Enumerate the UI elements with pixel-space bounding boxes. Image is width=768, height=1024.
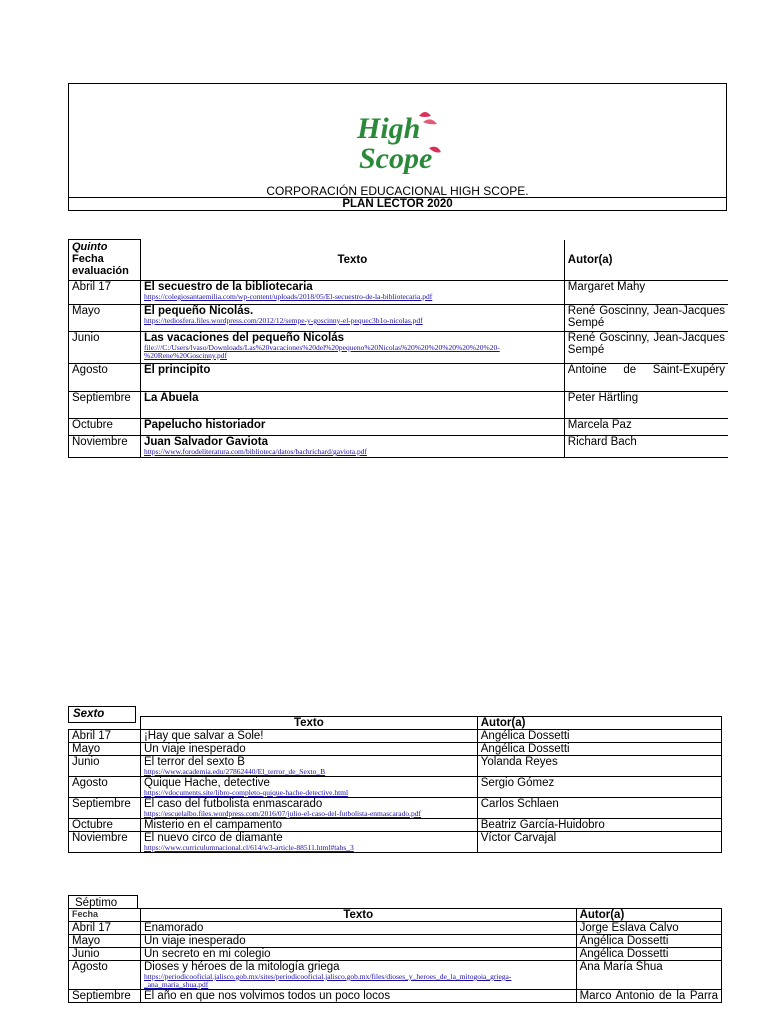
book-link[interactable]: https://periodicooficial.jalisco.gob.mx/sites/periodicooficial.jalisco.gob.mx/files/dioses_y_heroes_de_la_mitogoia_griega-_ana_maria_shua.pdf <box>143 973 512 989</box>
month-cell: Junio <box>69 948 141 961</box>
book-link[interactable]: https://www.curriculumnacional.cl/614/w3-article-88511.html#tabs_3 <box>143 844 354 852</box>
septimo-table <box>68 908 722 1003</box>
month-cell: Junio <box>69 332 141 364</box>
month-cell: Septiembre <box>69 990 141 1003</box>
org-name: CORPORACIÓN EDUCACIONAL HIGH SCOPE. <box>266 184 529 198</box>
date-column-header: Quinto Fecha evaluación <box>69 240 141 281</box>
table-row <box>69 777 722 798</box>
book-title: El secuestro de la bibliotecaria <box>143 281 313 293</box>
month-cell: Octubre <box>69 419 141 436</box>
book-title: ¡Hay que salvar a Sole! <box>143 730 264 742</box>
book-title: La Abuela <box>143 392 199 404</box>
text-cell <box>140 777 477 798</box>
text-cell <box>140 798 477 819</box>
table-row <box>69 961 722 990</box>
month-cell: Abril 17 <box>69 730 141 743</box>
author-column-header: Autor(a) <box>564 240 728 281</box>
text-cell <box>140 364 564 392</box>
book-title: Un viaje inesperado <box>143 743 246 755</box>
month-cell: Noviembre <box>69 832 141 853</box>
author-cell: Peter Härtling <box>564 392 728 419</box>
quinto-table <box>68 239 728 458</box>
table-row <box>69 832 722 853</box>
plan-title: PLAN LECTOR 2020 <box>68 197 727 212</box>
table-row <box>69 756 722 777</box>
month-cell: Abril 17 <box>69 922 141 935</box>
book-link[interactable]: https://vdocuments.site/libro-completo-quique-hache-detective.html <box>143 789 349 797</box>
month-cell: Abril 17 <box>69 281 141 305</box>
table-row <box>69 392 729 419</box>
book-link[interactable]: https://colegiosantaemilia.com/wp-content/uploads/2018/05/El-secuestro-de-la-bibliotecaria.pdf <box>143 293 433 301</box>
book-link[interactable]: file:///C:/Users/lvaso/Downloads/Las%20vacaciones%20del%20pequeno%20Nicolas%20%20%20%20%20%20%20-%20Rene%20Goscinny.pdf <box>143 344 500 360</box>
sexto-table <box>68 716 722 853</box>
book-title: Misterio en el campamento <box>143 819 283 831</box>
table-row <box>69 948 722 961</box>
book-title: Dioses y héroes de la mitología griega <box>143 961 340 973</box>
book-title: Quique Hache, detective <box>143 777 270 789</box>
text-cell <box>140 305 564 332</box>
text-cell <box>140 743 477 756</box>
author-cell: Sergio Gómez <box>477 777 721 798</box>
book-title: El nuevo circo de diamante <box>143 832 283 844</box>
text-column-header: Texto <box>140 240 564 281</box>
book-title: Un secreto en mi colegio <box>143 948 271 960</box>
text-cell <box>140 961 576 990</box>
sexto-label: Sexto <box>68 706 136 723</box>
month-cell: Noviembre <box>69 436 141 458</box>
author-cell: Carlos Schlaen <box>477 798 721 819</box>
table-row <box>69 798 722 819</box>
book-title: Papelucho historiador <box>143 419 266 431</box>
table-row <box>69 935 722 948</box>
book-link[interactable]: https://www.academia.edu/27862440/El_terror_de_Sexto_B <box>143 768 326 776</box>
author-cell: Jorge Eslava Calvo <box>576 922 721 935</box>
table-row <box>69 332 729 364</box>
book-title: El principito <box>143 364 211 376</box>
author-cell: René Goscinny, Jean-Jacques Sempé <box>564 305 728 332</box>
date-column-header: Fecha <box>69 909 141 922</box>
table-row <box>69 281 729 305</box>
document-header <box>68 83 727 211</box>
author-cell: Yolanda Reyes <box>477 756 721 777</box>
book-link[interactable]: https://www.forodeliteratura.com/biblioteca/datos/bachrichard/gaviota.pdf <box>143 448 367 456</box>
author-cell: Richard Bach <box>564 436 728 458</box>
svg-text:High: High <box>357 112 421 145</box>
text-column-header: Texto <box>140 909 576 922</box>
book-link[interactable]: https://tediosfera.files.wordpress.com/2012/12/sempe-y-goscinny-el-pequec3b1o-nicolas.pdf <box>143 317 423 325</box>
author-cell: Angélica Dossetti <box>477 743 721 756</box>
month-cell: Agosto <box>69 961 141 990</box>
text-cell <box>140 948 576 961</box>
author-cell: Marcela Paz <box>564 419 728 436</box>
table-row <box>69 419 729 436</box>
author-column-header: Autor(a) <box>477 717 721 730</box>
text-cell <box>140 819 477 832</box>
month-cell: Septiembre <box>69 798 141 819</box>
text-cell <box>140 281 564 305</box>
author-column-header: Autor(a) <box>576 909 721 922</box>
table-row <box>69 436 729 458</box>
table-row <box>69 922 722 935</box>
author-cell: Angélica Dossetti <box>576 935 721 948</box>
month-cell: Septiembre <box>69 392 141 419</box>
book-title: El terror del sexto B <box>143 756 245 768</box>
text-cell <box>140 832 477 853</box>
book-title: El caso del futbolista enmascarado <box>143 798 323 810</box>
text-cell <box>140 392 564 419</box>
month-cell: Agosto <box>69 364 141 392</box>
month-cell: Agosto <box>69 777 141 798</box>
table-row <box>69 819 722 832</box>
table-row <box>69 364 729 392</box>
book-link[interactable]: https://escuelalbo.files.wordpress.com/2016/07/julio-el-caso-del-futbolista-enmascarado.pdf <box>143 810 421 818</box>
author-cell: Angélica Dossetti <box>576 948 721 961</box>
book-title: El pequeño Nicolás. <box>143 305 254 317</box>
text-cell <box>140 990 576 1003</box>
text-column-header: Texto <box>140 717 477 730</box>
table-row <box>69 730 722 743</box>
author-cell: Víctor Carvajal <box>477 832 721 853</box>
month-cell: Octubre <box>69 819 141 832</box>
text-cell <box>140 756 477 777</box>
septimo-label: Séptimo <box>68 895 138 909</box>
text-cell <box>140 935 576 948</box>
text-cell <box>140 730 477 743</box>
book-title: Las vacaciones del pequeño Nicolás <box>143 332 345 344</box>
author-cell: René Goscinny, Jean-Jacques Sempé <box>564 332 728 364</box>
month-cell: Junio <box>69 756 141 777</box>
text-cell <box>140 922 576 935</box>
month-cell: Mayo <box>69 935 141 948</box>
author-cell: Beatriz García-Huidobro <box>477 819 721 832</box>
author-cell: Angélica Dossetti <box>477 730 721 743</box>
table-row <box>69 990 722 1003</box>
text-cell <box>140 419 564 436</box>
book-title: Enamorado <box>143 922 204 934</box>
author-cell: Margaret Mahy <box>564 281 728 305</box>
text-cell <box>140 436 564 458</box>
book-title: Un viaje inesperado <box>143 935 246 947</box>
table-row <box>69 305 729 332</box>
text-cell <box>140 332 564 364</box>
table-row <box>69 743 722 756</box>
author-cell: Marco Antonio de la Parra <box>576 990 721 1003</box>
month-cell: Mayo <box>69 743 141 756</box>
author-cell: Ana María Shua <box>576 961 721 990</box>
month-cell: Mayo <box>69 305 141 332</box>
book-title: Juan Salvador Gaviota <box>143 436 268 448</box>
book-title: El año en que nos volvimos todos un poco locos <box>143 990 391 1002</box>
author-cell: Antoine de Saint-Exupéry <box>564 364 728 392</box>
high-scope-logo <box>353 108 445 174</box>
svg-text:Scope: Scope <box>359 142 433 174</box>
